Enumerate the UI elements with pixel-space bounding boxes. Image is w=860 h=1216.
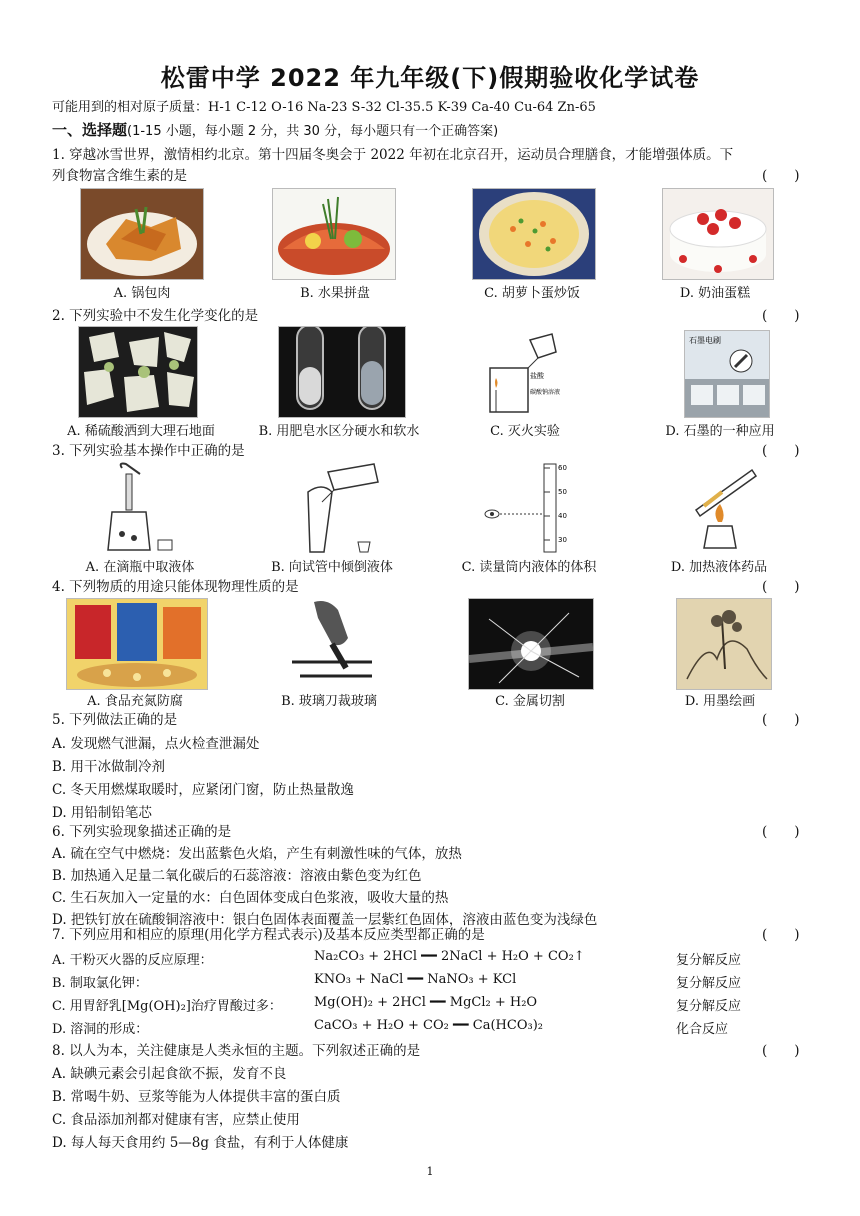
q1-option-d: D. 奶油蛋糕 xyxy=(679,286,751,301)
q1-stem-line1: 1. 穿越冰雪世界，激情相约北京。第十四届冬奥会于 2022 年初在北京召开，运动员合理膳食，才能增强体质。下 xyxy=(52,147,734,163)
q8-stem: 8. 以人为本，关注健康是人类永恒的主题。下列叙述正确的是 xyxy=(52,1043,421,1059)
q3-image-c xyxy=(478,462,578,554)
q7-row-a-type: 复分解反应 xyxy=(676,953,742,968)
q3-answer-blank[interactable]: ( ) xyxy=(762,443,800,459)
q4-image-d xyxy=(676,598,772,690)
q4-option-d: D. 用墨绘画 xyxy=(684,694,756,709)
q2-stem: 2. 下列实验中不发生化学变化的是 xyxy=(52,308,259,324)
q7-row-d-equation: CaCO₃ + H₂O + CO₂ ━━ Ca(HCO₃)₂ xyxy=(314,1018,543,1033)
q1-answer-blank[interactable]: ( ) xyxy=(762,168,800,184)
q3-option-c: C. 读量筒内液体的体积 xyxy=(461,560,597,575)
q7-answer-blank[interactable]: ( ) xyxy=(762,927,800,943)
atomic-masses: 可能用到的相对原子质量：H-1 C-12 O-16 Na-23 S-32 Cl-35.5 K-39 Ca-40 Cu-64 Zn-65 xyxy=(52,100,596,115)
q7-row-d-label: D. 溶洞的形成： xyxy=(52,1022,149,1037)
q1-image-a xyxy=(80,188,204,280)
q5-stem: 5. 下列做法正确的是 xyxy=(52,712,178,728)
q8-answer-blank[interactable]: ( ) xyxy=(762,1043,800,1059)
q4-image-a xyxy=(66,598,208,690)
q1-image-d xyxy=(662,188,774,280)
q4-answer-blank[interactable]: ( ) xyxy=(762,579,800,595)
exam-title: 松雷中学 2022 年九年级(下)假期验收化学试卷 xyxy=(160,64,700,92)
section-note: (1-15 小题，每小题 2 分，共 30 分，每小题只有一个正确答案) xyxy=(127,124,499,139)
q7-row-c-equation: Mg(OH)₂ + 2HCl ━━ MgCl₂ + H₂O xyxy=(314,995,538,1010)
q7-row-a-equation: Na₂CO₃ + 2HCl ━━ 2NaCl + H₂O + CO₂↑ xyxy=(314,949,585,964)
q3-fig-c-tick-60: 60 xyxy=(558,464,567,472)
q3-option-a: A. 在滴瓶中取液体 xyxy=(85,560,195,575)
q5-option-a: A. 发现燃气泄漏，点火检查泄漏处 xyxy=(52,736,260,752)
section-heading xyxy=(52,120,812,142)
q2-option-d: D. 石墨的一种应用 xyxy=(665,424,775,439)
q4-option-a: A. 食品充氮防腐 xyxy=(87,694,183,709)
q3-option-d: D. 加热液体药品 xyxy=(670,560,768,575)
q2-fig-c-label-solution: 碳酸钠溶液 xyxy=(530,389,561,396)
q6-option-a: A. 硫在空气中燃烧：发出蓝紫色火焰，产生有刺激性味的气体，放热 xyxy=(52,846,462,862)
page-number: 1 xyxy=(426,1165,434,1178)
q7-row-a-label: A. 干粉灭火器的反应原理： xyxy=(52,953,213,968)
q1-image-b xyxy=(272,188,396,280)
q6-option-b: B. 加热通入足量二氧化碳后的石蕊溶液：溶液由紫色变为红色 xyxy=(52,868,422,884)
q7-row-b-type: 复分解反应 xyxy=(676,976,742,991)
q8-option-a: A. 缺碘元素会引起食欲不振，发育不良 xyxy=(52,1066,287,1082)
q2-fig-d-label: 石墨电刷 xyxy=(689,336,721,345)
q3-option-b: B. 向试管中倾倒液体 xyxy=(271,560,393,575)
q6-stem: 6. 下列实验现象描述正确的是 xyxy=(52,824,232,840)
q8-option-d: D. 每人每天食用约 5—8g 食盐，有利于人体健康 xyxy=(52,1135,349,1151)
q5-option-c: C. 冬天用燃煤取暖时，应紧闭门窗，防止热量散逸 xyxy=(52,782,354,798)
q6-answer-blank[interactable]: ( ) xyxy=(762,824,800,840)
q6-option-d: D. 把铁钉放在硫酸铜溶液中：银白色固体表面覆盖一层紫红色固体，溶液由蓝色变为浅绿色 xyxy=(52,912,598,928)
q7-row-c-label: C. 用胃舒乳[Mg(OH)₂]治疗胃酸过多： xyxy=(52,999,282,1014)
q7-row-b-label: B. 制取氯化钾： xyxy=(52,976,148,991)
q3-image-a xyxy=(100,462,180,554)
q2-image-a xyxy=(78,326,198,418)
q6-option-c: C. 生石灰加入一定量的水：白色固体变成白色浆液，吸收大量的热 xyxy=(52,890,449,906)
q3-stem: 3. 下列实验基本操作中正确的是 xyxy=(52,443,245,459)
q1-option-b: B. 水果拼盘 xyxy=(300,286,370,301)
q4-image-c xyxy=(468,598,594,690)
q4-option-c: C. 金属切割 xyxy=(495,694,565,709)
q2-option-a: A. 稀硫酸洒到大理石地面 xyxy=(67,424,215,439)
q2-option-c: C. 灭火实验 xyxy=(490,424,560,439)
q3-image-d xyxy=(682,462,766,554)
q2-option-b: B. 用肥皂水区分硬水和软水 xyxy=(258,424,420,439)
q3-fig-c-tick-30: 30 xyxy=(558,536,567,544)
q2-answer-blank[interactable]: ( ) xyxy=(762,308,800,324)
q1-option-c: C. 胡萝卜蛋炒饭 xyxy=(484,286,580,301)
q3-fig-c-tick-50: 50 xyxy=(558,488,567,496)
section-title: 一、选择题 xyxy=(52,121,128,139)
q7-row-b-equation: KNO₃ + NaCl ━━ NaNO₃ + KCl xyxy=(314,972,517,987)
q4-stem: 4. 下列物质的用途只能体现物理性质的是 xyxy=(52,579,299,595)
q5-option-d: D. 用铅制铅笔芯 xyxy=(52,805,152,821)
q2-fig-c-label-acid: 盐酸 xyxy=(530,372,544,380)
q7-stem: 7. 下列应用和相应的原理(用化学方程式表示)及基本反应类型都正确的是 xyxy=(52,927,485,943)
q7-row-d-type: 化合反应 xyxy=(676,1022,729,1037)
q1-image-c xyxy=(472,188,596,280)
q1-option-a: A. 锅包肉 xyxy=(113,286,171,301)
q5-answer-blank[interactable]: ( ) xyxy=(762,712,800,728)
q8-option-c: C. 食品添加剂都对健康有害，应禁止使用 xyxy=(52,1112,300,1128)
q8-option-b: B. 常喝牛奶、豆浆等能为人体提供丰富的蛋白质 xyxy=(52,1089,341,1105)
q4-image-b xyxy=(288,598,376,688)
q1-stem-line2: 列食物富含维生素的是 xyxy=(52,168,187,184)
q2-image-b xyxy=(278,326,406,418)
q2-image-c xyxy=(482,330,562,416)
q7-row-c-type: 复分解反应 xyxy=(676,999,742,1014)
q3-fig-c-tick-40: 40 xyxy=(558,512,567,520)
q4-option-b: B. 玻璃刀裁玻璃 xyxy=(281,694,377,709)
q2-image-d xyxy=(684,330,770,418)
q3-image-b xyxy=(288,462,382,554)
q5-option-b: B. 用干冰做制冷剂 xyxy=(52,759,166,775)
